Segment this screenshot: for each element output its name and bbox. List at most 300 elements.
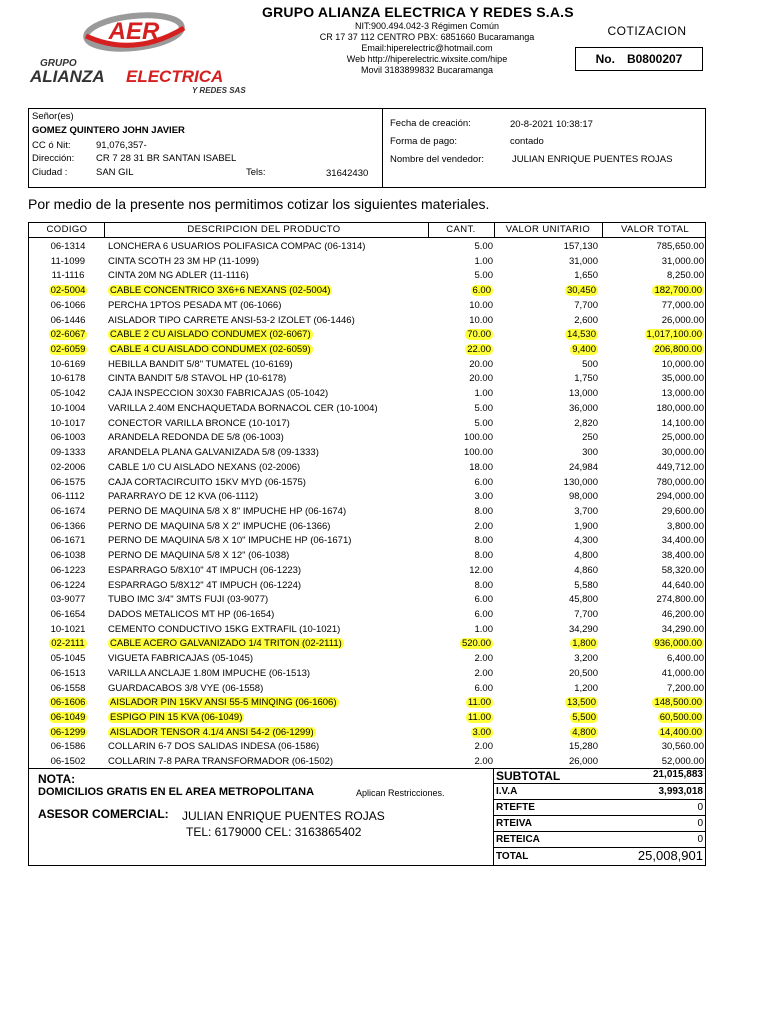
item-quantity [428, 712, 493, 723]
total-label: TOTAL [496, 851, 529, 862]
item-unit-price: 7,700 [574, 299, 598, 311]
item-unit-price: 5,580 [574, 579, 598, 591]
highlight: AISLADOR PIN 15KV ANSI 55-5 MINQING (06-1606) [110, 697, 337, 709]
highlight: 06-1299 [50, 726, 86, 738]
item-total: 34,290.00 [661, 623, 704, 635]
item-code [35, 329, 101, 340]
highlight: 02-6059 [50, 344, 86, 356]
item-code [35, 697, 101, 708]
item-total: 780,000.00 [656, 476, 704, 488]
item-description: PERNO DE MAQUINA 5/8 X 12" (06-1038) [108, 550, 290, 562]
table-row [28, 740, 706, 755]
item-code: 06-1366 [50, 520, 86, 532]
reteica-label: RETEICA [496, 834, 540, 845]
item-description: CINTA SCOTH 23 3M HP (11-1099) [108, 255, 259, 267]
item-quantity: 8.00 [474, 550, 493, 562]
table-row [28, 269, 706, 284]
client-name: GOMEZ QUINTERO JOHN JAVIER [32, 125, 185, 136]
item-code: 06-1066 [50, 299, 86, 311]
asesor-label: ASESOR COMERCIAL: [38, 807, 169, 821]
item-quantity [428, 697, 493, 708]
company-movil: Movil 3183899832 Bucaramanga [360, 65, 494, 75]
item-unit-price: 130,000 [563, 476, 598, 488]
item-quantity: 8.00 [474, 535, 493, 547]
highlight: 182,700.00 [654, 285, 702, 297]
item-description: CINTA BANDIT 5/8 STAVOL HP (10-6178) [108, 373, 287, 385]
company-logo [28, 6, 258, 96]
item-code: 06-1038 [50, 550, 86, 562]
item-quantity: 2.00 [474, 653, 493, 665]
item-unit-price [498, 712, 598, 723]
table-row [28, 387, 706, 402]
highlight: 22.00 [467, 344, 491, 356]
item-total [608, 329, 704, 340]
table-row [28, 623, 706, 638]
item-description: DADOS METALICOS MT HP (06-1654) [108, 609, 275, 620]
item-quantity [428, 344, 493, 355]
item-unit-price [498, 344, 598, 355]
item-description: COLLARIN 7-8 PARA TRANSFORMADOR (06-1502) [108, 756, 334, 768]
item-code: 10-1004 [50, 402, 86, 414]
item-description: TUBO IMC 3/4" 3MTS FUJI (03-9077) [108, 594, 269, 606]
item-code: 05-1042 [50, 388, 86, 400]
table-row [28, 372, 706, 387]
item-total: 449,712.00 [656, 461, 704, 473]
item-code: 06-1671 [50, 535, 86, 547]
item-total [608, 727, 704, 738]
item-total: 77,000.00 [661, 299, 704, 311]
quote-number: B0800207 [626, 52, 683, 66]
table-row [28, 343, 706, 358]
item-unit-price: 2,600 [574, 314, 598, 326]
domicilios-text: DOMICILIOS GRATIS EN EL AREA METROPOLITANA [38, 786, 315, 798]
company-name: GRUPO ALIANZA ELECTRICA Y REDES S.A.S [262, 4, 574, 20]
highlight: 11.00 [467, 697, 491, 709]
company-email: Email:hiperelectric@hotmail.com [361, 43, 493, 53]
tels-label: Tels: [246, 167, 266, 178]
intro-text: Por medio de la presente nos permitimos cotizar los siguientes materiales. [28, 196, 490, 212]
item-quantity: 10.00 [469, 314, 493, 326]
highlight: 4,800 [572, 726, 596, 738]
table-row [28, 358, 706, 373]
logo-line2: ALIANZA [30, 67, 105, 86]
item-unit-price: 31,000 [568, 255, 598, 267]
col-divider [602, 222, 603, 238]
item-unit-price [498, 697, 598, 708]
item-unit-price: 300 [582, 447, 598, 459]
item-total: 13,000.00 [661, 388, 704, 400]
item-unit-price: 15,280 [568, 741, 598, 753]
item-quantity: 18.00 [469, 461, 493, 473]
item-description: ESPARRAGO 5/8X10" 4T IMPUCH (06-1223) [108, 564, 302, 576]
item-total: 8,250.00 [667, 270, 704, 282]
table-row [28, 328, 706, 343]
quote-title: COTIZACION [607, 24, 687, 38]
table-row [28, 520, 706, 535]
item-total [608, 697, 704, 708]
item-total [608, 712, 704, 723]
highlight: 6.00 [472, 285, 491, 297]
table-row [28, 240, 706, 255]
highlight: CABLE ACERO GALVANIZADO 1/4 TRITON (02-2111) [110, 638, 342, 650]
item-quantity: 5.00 [474, 417, 493, 429]
item-unit-price: 3,700 [574, 505, 598, 517]
rtefte-value: 0 [697, 802, 703, 813]
item-description: PARARRAYO DE 12 KVA (06-1112) [108, 491, 259, 503]
item-description: CAJA INSPECCION 30X30 FABRICAJAS (05-1042) [108, 388, 329, 400]
highlight: 13,500 [566, 697, 596, 709]
subtotal-label: SUBTOTAL [496, 769, 561, 783]
item-code: 06-1314 [50, 241, 86, 252]
item-unit-price: 4,860 [574, 564, 598, 576]
item-description: ARANDELA PLANA GALVANIZADA 5/8 (09-1333) [108, 447, 319, 459]
item-description: ESPARRAGO 5/8X12" 4T IMPUCH (06-1224) [108, 579, 302, 591]
highlight: 206,800.00 [654, 344, 702, 356]
pago-label: Forma de pago: [390, 136, 458, 147]
item-quantity: 1.00 [474, 255, 493, 267]
item-total: 58,320.00 [661, 564, 704, 576]
highlight: 70.00 [467, 329, 491, 341]
item-unit-price: 36,000 [568, 402, 598, 414]
asesor-phones: TEL: 6179000 CEL: 3163865402 [186, 825, 362, 839]
item-code: 06-1446 [50, 314, 86, 326]
nota-label: NOTA: [38, 772, 76, 786]
table-row [28, 593, 706, 608]
highlight: 3.00 [472, 726, 491, 738]
item-unit-price [498, 329, 598, 340]
item-total: 274,800.00 [656, 594, 704, 606]
item-total: 14,100.00 [661, 417, 704, 429]
item-description: COLLARIN 6-7 DOS SALIDAS INDESA (06-1586) [108, 741, 320, 753]
item-total: 7,200.00 [667, 682, 704, 694]
item-quantity: 1.00 [474, 388, 493, 400]
item-quantity: 6.00 [474, 609, 493, 620]
item-code: 10-6178 [50, 373, 86, 385]
table-row [28, 608, 706, 623]
item-code [35, 344, 101, 355]
item-description: VARILLA 2.40M ENCHAQUETADA BORNACOL CER (10-1004) [108, 402, 378, 414]
highlight: 520.00 [461, 638, 491, 650]
item-description [108, 727, 316, 738]
rteiva-row [493, 816, 706, 832]
item-total: 52,000.00 [661, 756, 704, 768]
item-total: 294,000.00 [656, 491, 704, 503]
item-code: 02-2006 [50, 461, 86, 473]
table-row [28, 564, 706, 579]
item-code: 10-6169 [50, 358, 86, 370]
table-row [28, 682, 706, 697]
item-code: 06-1558 [50, 682, 86, 694]
iva-value: 3,993,018 [658, 786, 703, 797]
header-qty: CANT. [446, 224, 476, 235]
item-code [35, 638, 101, 649]
table-row [28, 255, 706, 270]
item-unit-price: 45,800 [568, 594, 598, 606]
item-description: PERCHA 1PTOS PESADA MT (06-1066) [108, 299, 282, 311]
item-code: 10-1017 [50, 417, 86, 429]
item-unit-price [498, 638, 598, 649]
item-description: VIGUETA FABRICAJAS (05-1045) [108, 653, 254, 665]
table-row [28, 579, 706, 594]
highlight: 02-6067 [50, 329, 86, 341]
item-total: 785,650.00 [656, 241, 704, 252]
item-quantity: 6.00 [474, 594, 493, 606]
item-description [108, 329, 313, 340]
table-row [28, 431, 706, 446]
header-unit: VALOR UNITARIO [505, 224, 591, 235]
reteica-value: 0 [697, 834, 703, 845]
cc-label: CC ó Nit: [32, 140, 71, 151]
restricciones-text: Aplican Restricciones. [356, 788, 445, 798]
item-description: CONECTOR VARILLA BRONCE (10-1017) [108, 417, 290, 429]
item-description: AISLADOR TIPO CARRETE ANSI-53-2 IZOLET (06-1446) [108, 314, 355, 326]
highlight: 1,800 [572, 638, 596, 650]
logo-line4: Y REDES SAS [192, 86, 246, 95]
item-quantity [428, 727, 493, 738]
cc-value: 91,076,357- [96, 140, 147, 151]
highlight: 60,500.00 [659, 712, 702, 724]
logo-mark: AER [108, 18, 160, 45]
item-description [108, 285, 332, 296]
item-unit-price [498, 285, 598, 296]
header-code: CODIGO [46, 224, 88, 235]
table-row [28, 711, 706, 726]
table-row [28, 476, 706, 491]
item-unit-price: 3,200 [574, 653, 598, 665]
item-total [608, 344, 704, 355]
iva-label: I.V.A [496, 786, 518, 797]
highlight: 02-2111 [51, 638, 85, 650]
item-quantity: 3.00 [474, 491, 493, 503]
pago-value: contado [510, 136, 544, 147]
company-nit: NIT:900.494.042-3 Régimen Común [354, 21, 500, 31]
item-quantity: 2.00 [474, 667, 493, 679]
item-quantity: 5.00 [474, 270, 493, 282]
highlight: CABLE CONCENTRICO 3X6+6 NEXANS (02-5004) [110, 285, 331, 297]
item-description: CEMENTO CONDUCTIVO 15KG EXTRAFIL (10-1021) [108, 623, 341, 635]
item-total: 26,000.00 [661, 314, 704, 326]
highlight: 9,400 [572, 344, 596, 356]
highlight: 5,500 [572, 712, 596, 724]
item-unit-price: 157,130 [563, 241, 598, 252]
item-unit-price: 13,000 [568, 388, 598, 400]
item-code: 06-1003 [50, 432, 86, 444]
item-quantity: 6.00 [474, 476, 493, 488]
item-description [108, 697, 339, 708]
item-code [35, 285, 101, 296]
item-quantity: 5.00 [474, 402, 493, 414]
table-row [28, 299, 706, 314]
highlight: 02-5004 [50, 285, 86, 297]
dir-label: Dirección: [32, 153, 75, 164]
item-unit-price: 250 [582, 432, 598, 444]
table-row [28, 446, 706, 461]
highlight: 14,400.00 [659, 726, 702, 738]
item-code: 03-9077 [50, 594, 86, 606]
item-quantity: 100.00 [463, 432, 493, 444]
item-code: 06-1112 [51, 491, 85, 503]
item-total: 180,000.00 [656, 402, 704, 414]
highlight: 06-1049 [50, 712, 86, 724]
item-code: 06-1513 [50, 667, 86, 679]
item-quantity: 6.00 [474, 682, 493, 694]
fecha-label: Fecha de creación: [390, 118, 471, 129]
subtotal-value: 21,015,883 [652, 769, 703, 780]
header-total: VALOR TOTAL [620, 224, 690, 235]
item-quantity: 20.00 [469, 373, 493, 385]
col-divider [428, 222, 429, 238]
table-row [28, 461, 706, 476]
table-row [28, 314, 706, 329]
highlight: 06-1606 [50, 697, 86, 709]
item-total: 31,000.00 [661, 255, 704, 267]
item-unit-price: 4,800 [574, 550, 598, 562]
item-quantity: 2.00 [474, 756, 493, 768]
total-row [493, 848, 706, 866]
table-row [28, 637, 706, 652]
item-unit-price: 34,290 [568, 623, 598, 635]
item-quantity [428, 285, 493, 296]
item-unit-price: 24,984 [568, 461, 598, 473]
item-description: ARANDELA REDONDA DE 5/8 (06-1003) [108, 432, 284, 444]
item-total: 30,560.00 [661, 741, 704, 753]
item-code: 05-1045 [50, 653, 86, 665]
quote-no-label: No. [595, 52, 615, 66]
item-description: LONCHERA 6 USUARIOS POLIFASICA COMPAC (06-1314) [108, 241, 366, 252]
item-quantity: 8.00 [474, 579, 493, 591]
item-code [35, 727, 101, 738]
item-quantity: 12.00 [469, 564, 493, 576]
item-total: 10,000.00 [661, 358, 704, 370]
item-code: 06-1575 [50, 476, 86, 488]
highlight: CABLE 2 CU AISLADO CONDUMEX (02-6067) [110, 329, 311, 341]
highlight: AISLADOR TENSOR 4.1/4 ANSI 54-2 (06-1299) [110, 726, 314, 738]
item-code: 06-1654 [50, 609, 86, 620]
item-total: 34,400.00 [661, 535, 704, 547]
item-code: 06-1502 [50, 756, 86, 768]
item-description: PERNO DE MAQUINA 5/8 X 8" IMPUCHE HP (06-1674) [108, 505, 347, 517]
city-value: SAN GIL [96, 167, 134, 178]
highlight: CABLE 4 CU AISLADO CONDUMEX (02-6059) [110, 344, 311, 356]
item-unit-price: 1,900 [574, 520, 598, 532]
rteiva-label: RTEIVA [496, 818, 532, 829]
item-total: 6,400.00 [667, 653, 704, 665]
item-quantity: 1.00 [474, 623, 493, 635]
item-total: 35,000.00 [661, 373, 704, 385]
item-unit-price: 98,000 [568, 491, 598, 503]
item-total: 29,600.00 [661, 505, 704, 517]
item-unit-price: 20,500 [568, 667, 598, 679]
logo-line1: GRUPO [40, 58, 77, 69]
table-row [28, 284, 706, 299]
item-total: 41,000.00 [661, 667, 704, 679]
rtefte-label: RTEFTE [496, 802, 535, 813]
item-quantity [428, 329, 493, 340]
item-unit-price: 1,650 [574, 270, 598, 282]
item-total: 44,640.00 [661, 579, 704, 591]
item-description: CAJA CORTACIRCUITO 15KV MYD (06-1575) [108, 476, 306, 488]
highlight: 30,450 [566, 285, 596, 297]
table-row [28, 726, 706, 741]
subtotal-row [493, 768, 706, 784]
item-code: 09-1333 [50, 447, 86, 459]
table-row [28, 505, 706, 520]
item-description: CABLE 1/0 CU AISLADO NEXANS (02-2006) [108, 461, 301, 473]
item-code: 11-1099 [50, 255, 86, 267]
item-code: 06-1674 [50, 505, 86, 517]
rteiva-value: 0 [697, 818, 703, 829]
item-description: CINTA 20M NG ADLER (11-1116) [108, 270, 249, 282]
dir-value: CR 7 28 31 BR SANTAN ISABEL [96, 153, 237, 164]
logo-line3: ELECTRICA [126, 67, 224, 86]
item-quantity: 10.00 [469, 299, 493, 311]
item-quantity [428, 638, 493, 649]
item-total: 25,000.00 [661, 432, 704, 444]
item-unit-price: 500 [582, 358, 598, 370]
item-description: VARILLA ANCLAJE 1.80M IMPUCHE (06-1513) [108, 667, 311, 679]
highlight: 11.00 [467, 712, 491, 724]
item-quantity: 2.00 [474, 520, 493, 532]
item-code: 11-1116 [51, 270, 85, 282]
city-label: Ciudad : [32, 167, 68, 178]
quote-number-box [575, 47, 703, 71]
table-row [28, 667, 706, 682]
vendedor-label: Nombre del vendedor: [390, 154, 484, 165]
item-total: 3,800.00 [667, 520, 704, 532]
table-row [28, 549, 706, 564]
fecha-value: 20-8-2021 10:38:17 [510, 119, 593, 130]
item-code [35, 712, 101, 723]
item-unit-price [498, 727, 598, 738]
item-total: 46,200.00 [661, 609, 704, 620]
table-row [28, 490, 706, 505]
item-unit-price: 2,820 [574, 417, 598, 429]
item-description [108, 344, 313, 355]
item-code: 10-1021 [50, 623, 86, 635]
table-row [28, 417, 706, 432]
highlight: 936,000.00 [654, 638, 702, 650]
item-description [108, 638, 344, 649]
item-quantity: 8.00 [474, 505, 493, 517]
client-divider [382, 108, 383, 188]
header-desc: DESCRIPCION DEL PRODUCTO [187, 224, 341, 235]
asesor-name: JULIAN ENRIQUE PUENTES ROJAS [182, 809, 385, 823]
company-web: Web http://hiperelectric.wixsite.com/hipe [346, 54, 508, 64]
col-divider [104, 222, 105, 238]
highlight: 14,530 [566, 329, 596, 341]
senores-label: Señor(es) [32, 111, 74, 122]
highlight: 1,017,100.00 [646, 329, 702, 341]
item-description [108, 712, 244, 723]
rtefte-row [493, 800, 706, 816]
highlight: ESPIGO PIN 15 KVA (06-1049) [110, 712, 243, 724]
item-description: PERNO DE MAQUINA 5/8 X 2" IMPUCHE (06-1366) [108, 520, 331, 532]
item-total [608, 285, 704, 296]
table-row [28, 402, 706, 417]
highlight: 148,500.00 [654, 697, 702, 709]
item-quantity: 100.00 [463, 447, 493, 459]
item-unit-price: 1,750 [574, 373, 598, 385]
item-unit-price: 7,700 [574, 609, 598, 620]
table-row [28, 534, 706, 549]
item-code: 06-1224 [50, 579, 86, 591]
item-code: 06-1223 [50, 564, 86, 576]
total-value: 25,008,901 [637, 848, 703, 863]
tels-value: 31642430 [326, 168, 369, 179]
reteica-row [493, 832, 706, 848]
item-unit-price: 1,200 [574, 682, 598, 694]
item-quantity: 20.00 [469, 358, 493, 370]
